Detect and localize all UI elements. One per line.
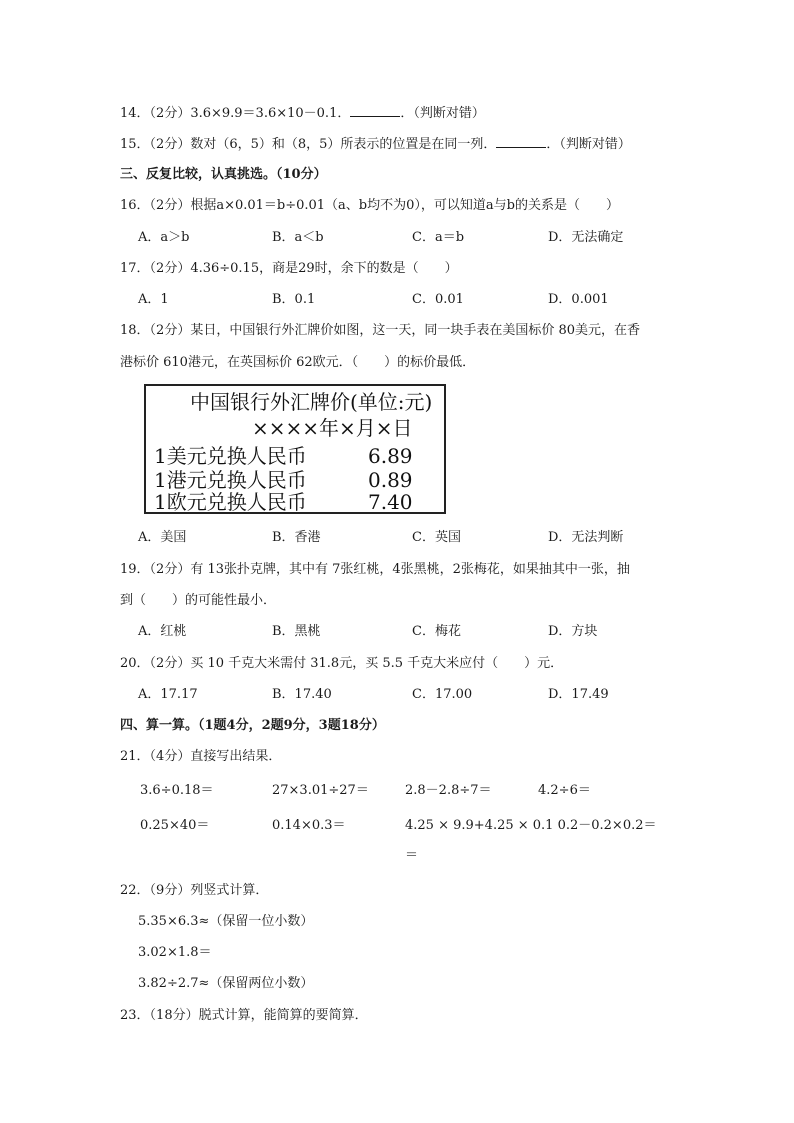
q22-item-3: 3.82÷2.7≈（保留两位小数） xyxy=(138,976,314,991)
question-15-tail: ．（判断对错） xyxy=(546,137,631,152)
question-21-text: 21．（4分）直接写出结果． xyxy=(120,749,282,764)
q20-option-a[interactable]: A．17.17 xyxy=(138,687,198,702)
q17-option-c[interactable]: C．0.01 xyxy=(412,292,464,307)
q18-option-d[interactable]: D．无法判断 xyxy=(548,530,624,545)
question-18-line-1: 18．（2分）某日，中国银行外汇牌价如图，这一天，同一块手表在美国标价 80美元，在香 xyxy=(120,323,640,338)
rate-row-eur-value: 7.40 xyxy=(368,490,413,514)
section-4-heading: 四、算一算。（1题4分，2题9分，3题18分） xyxy=(120,718,385,733)
q16-option-c[interactable]: C．a＝b xyxy=(412,230,465,245)
q16-option-b[interactable]: B．a＜b xyxy=(272,230,324,245)
answer-blank-14[interactable] xyxy=(350,104,400,117)
q18-option-a[interactable]: A．美国 xyxy=(138,530,187,545)
question-17-text: 17．（2分）4.36÷0.15，商是29时，余下的数是（ ） xyxy=(120,261,458,276)
q17-option-b[interactable]: B．0.1 xyxy=(272,292,316,307)
question-16-text: 16．（2分）根据a×0.01＝b÷0.01（a、b均不为0），可以知道a与b的关系是（ ） xyxy=(120,198,619,213)
answer-blank-15[interactable] xyxy=(496,135,546,148)
q21-expr-7: 4.25 × 9.9+4.25 × 0.1 0.2－0.2×0.2＝ xyxy=(405,818,657,833)
q21-expr-3: 2.8－2.8÷7＝ xyxy=(405,783,492,798)
exchange-rate-title: 中国银行外汇牌价(单位:元) xyxy=(190,390,433,414)
q18-option-b[interactable]: B．香港 xyxy=(272,530,321,545)
rate-row-usd-label: 1美元兑换人民币 xyxy=(154,444,307,468)
question-15-text: 15．（2分）数对（6，5）和（8，5）所表示的位置是在同一列． xyxy=(120,137,497,152)
question-14-tail: ．（判断对错） xyxy=(400,106,485,121)
q20-option-b[interactable]: B．17.40 xyxy=(272,687,332,702)
q22-item-2: 3.02×1.8＝ xyxy=(138,945,212,960)
question-19-line-1: 19．（2分）有 13张扑克牌，其中有 7张红桃，4张黑桃，2张梅花，如果抽其中一张，抽 xyxy=(120,562,630,577)
question-15 xyxy=(120,135,631,154)
exchange-rate-table xyxy=(144,384,446,514)
q19-option-a[interactable]: A．红桃 xyxy=(138,624,187,639)
q18-option-c[interactable]: C．英国 xyxy=(412,530,461,545)
question-19-line-2: 到（ ）的可能性最小． xyxy=(120,593,277,608)
q19-option-b[interactable]: B．黑桃 xyxy=(272,624,321,639)
rate-row-hkd-value: 0.89 xyxy=(368,468,413,492)
q21-expr-7-equals: ＝ xyxy=(405,848,419,863)
rate-row-usd-value: 6.89 xyxy=(368,444,413,468)
q21-expr-2: 27×3.01÷27＝ xyxy=(272,783,369,798)
question-20-text: 20．（2分）买 10 千克大米需付 31.8元，买 5.5 千克大米应付（ ）元． xyxy=(120,656,564,671)
q20-option-d[interactable]: D．17.49 xyxy=(548,687,609,702)
q20-option-c[interactable]: C．17.00 xyxy=(412,687,473,702)
q17-option-d[interactable]: D．0.001 xyxy=(548,292,609,307)
question-23-text: 23．（18分）脱式计算，能简算的要简算． xyxy=(120,1008,368,1023)
q21-expr-5: 0.25×40＝ xyxy=(140,818,210,833)
rate-row-hkd-label: 1港元兑换人民币 xyxy=(154,468,307,492)
question-22-text: 22．（9分）列竖式计算． xyxy=(120,883,269,898)
question-14 xyxy=(120,104,485,123)
q19-option-c[interactable]: C．梅花 xyxy=(412,624,461,639)
q22-item-1: 5.35×6.3≈（保留一位小数） xyxy=(138,914,314,929)
q21-expr-1: 3.6÷0.18＝ xyxy=(140,783,214,798)
q17-option-a[interactable]: A．1 xyxy=(138,292,169,307)
rate-row-eur-label: 1欧元兑换人民币 xyxy=(154,490,307,514)
q21-expr-6: 0.14×0.3＝ xyxy=(272,818,346,833)
q16-option-a[interactable]: A．a＞b xyxy=(138,230,190,245)
question-18-line-2: 港标价 610港元，在英国标价 62欧元．（ ）的标价最低． xyxy=(120,355,476,370)
q19-option-d[interactable]: D．方块 xyxy=(548,624,598,639)
q16-option-d[interactable]: D．无法确定 xyxy=(548,230,624,245)
q21-expr-4: 4.2÷6＝ xyxy=(538,783,591,798)
exchange-rate-date: ××××年×月×日 xyxy=(252,416,413,440)
section-3-heading: 三、反复比较，认真挑选。（10分） xyxy=(120,167,327,182)
question-14-text: 14．（2分）3.6×9.9＝3.6×10－0.1． xyxy=(120,106,351,121)
